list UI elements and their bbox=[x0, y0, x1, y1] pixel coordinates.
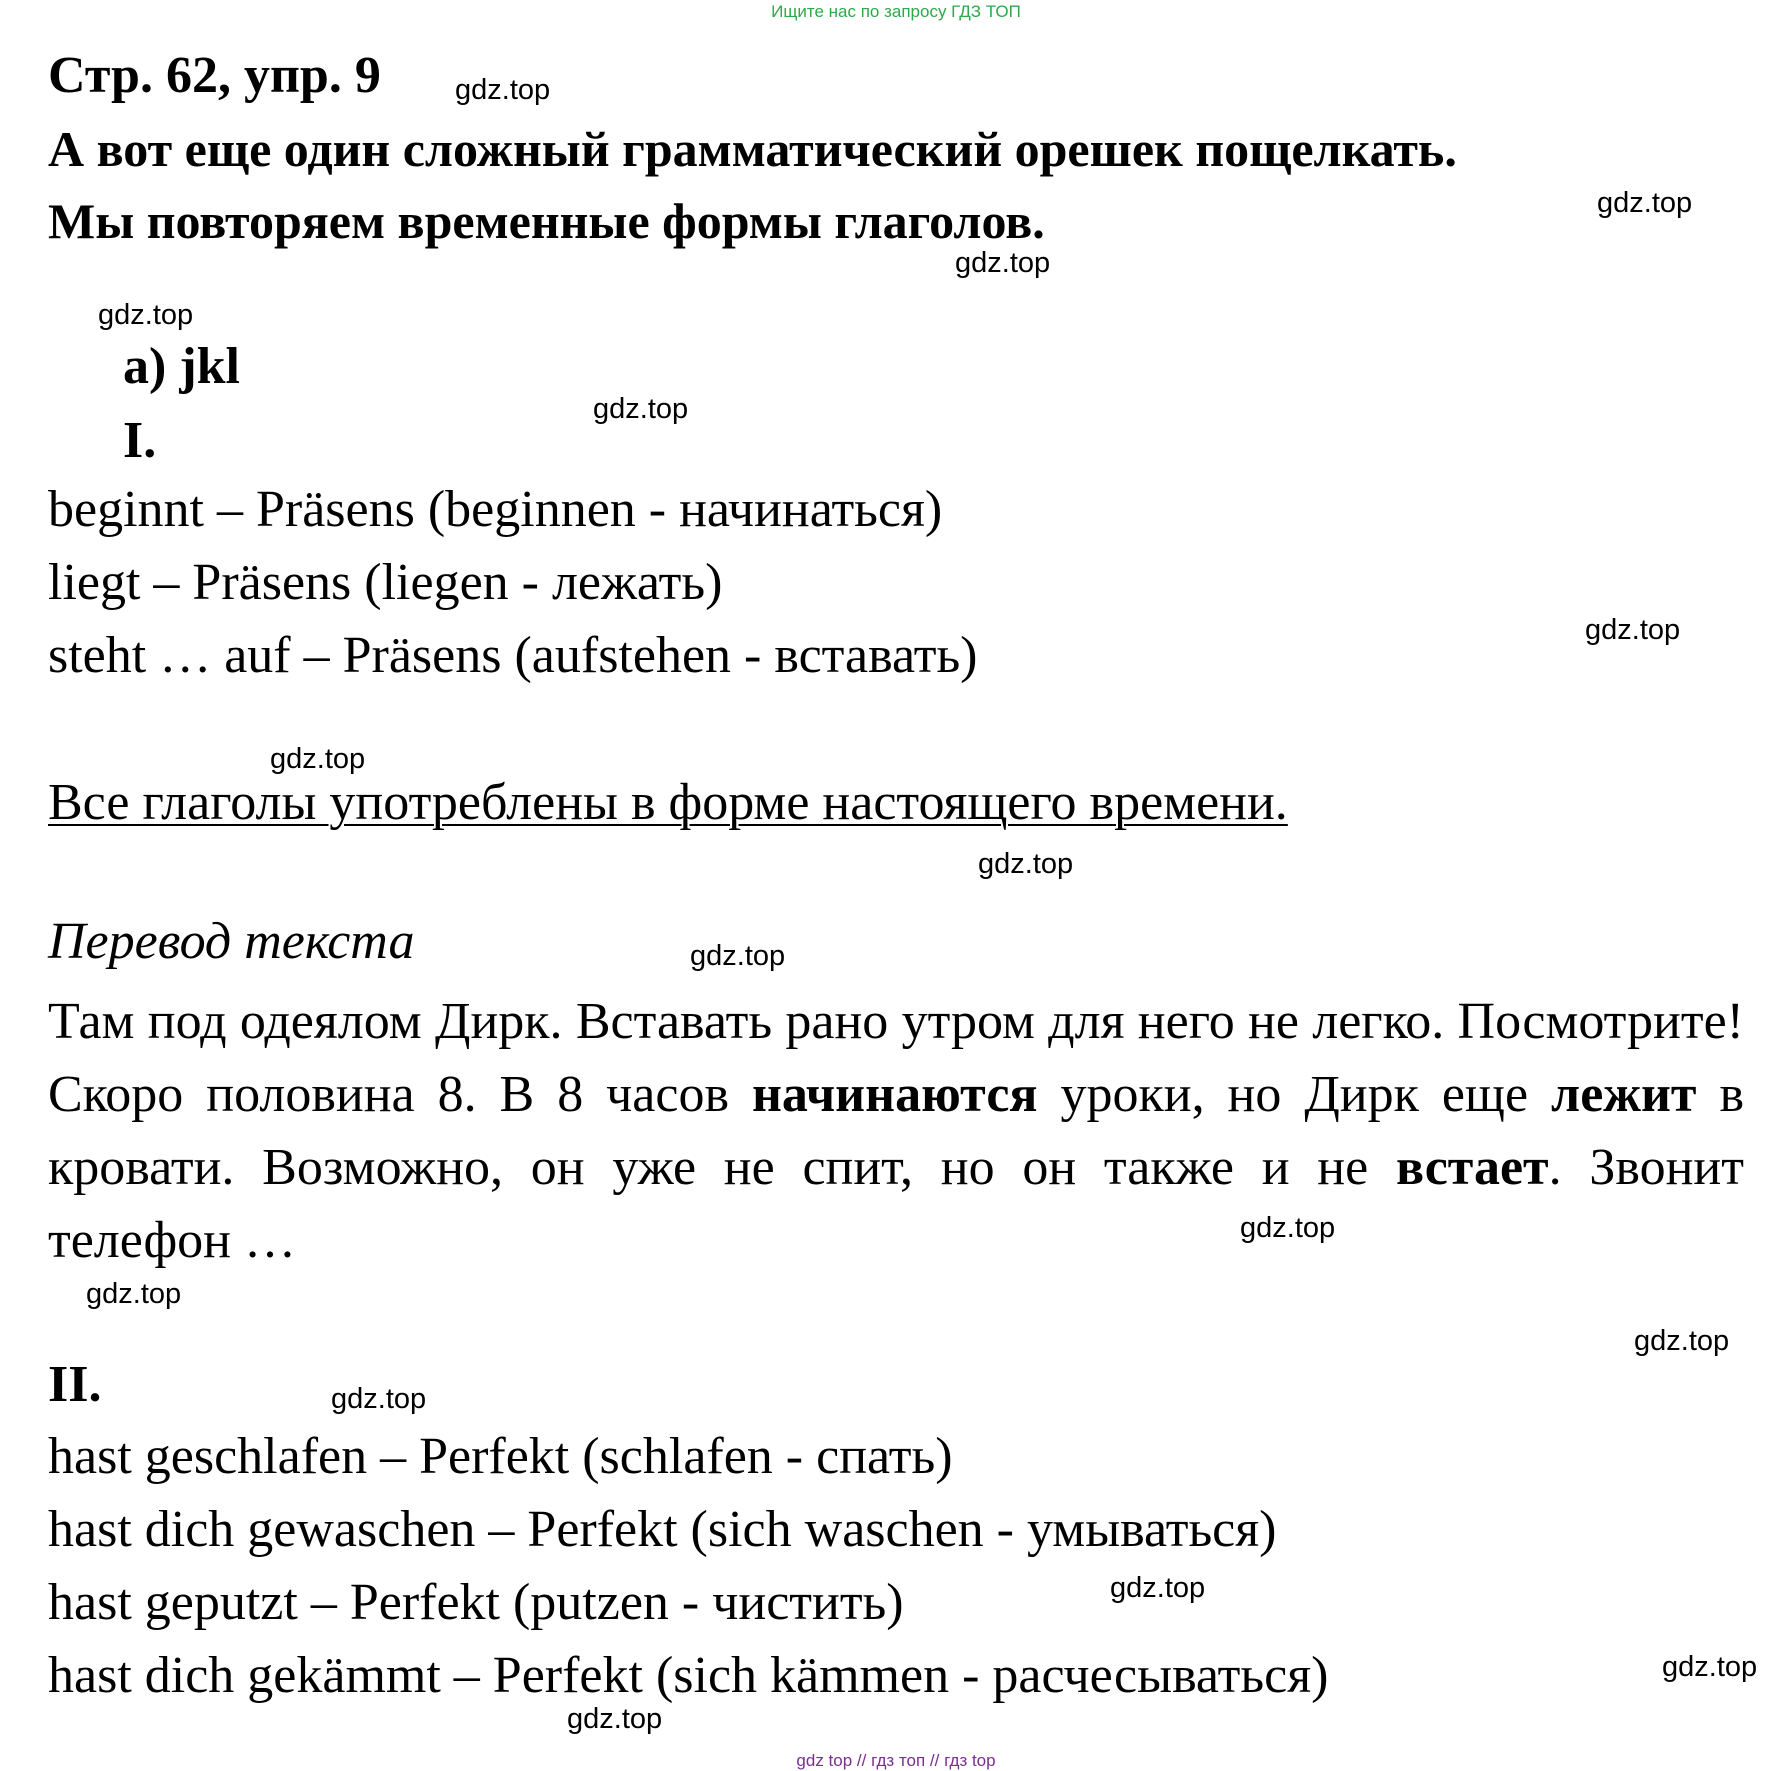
translation-text: . Звонит телефон … bbox=[48, 1139, 1744, 1269]
watermark: gdz.top bbox=[1634, 1325, 1730, 1357]
translation-bold-verb: лежит bbox=[1551, 1066, 1697, 1123]
translation-heading: Перевод текста bbox=[48, 913, 415, 970]
task-title-line-2: Мы повторяем временные формы глаголов. bbox=[48, 193, 1045, 249]
section-i-label: I. bbox=[123, 412, 157, 469]
watermark: gdz.top bbox=[567, 1703, 663, 1735]
translation-text: Там под одеялом Дирк. Вставать рано утром для него не легко. Посмотрите! Скоро половина 8. В 8 часов bbox=[48, 993, 1744, 1123]
watermark: gdz.top bbox=[955, 247, 1051, 279]
watermark: gdz.top bbox=[978, 848, 1074, 880]
exercise-heading: Стр. 62, упр. 9 bbox=[48, 47, 381, 104]
translation-text: в кровати. Возможно, он уже не спит, но он также и не bbox=[48, 1066, 1744, 1196]
verb-line: liegt – Präsens (liegen - лежать) bbox=[48, 554, 723, 611]
verb-line: hast dich gewaschen – Perfekt (sich waschen - умываться) bbox=[48, 1501, 1277, 1558]
watermark: gdz.top bbox=[1662, 1651, 1758, 1683]
watermark: gdz.top bbox=[455, 74, 551, 106]
watermark: gdz.top bbox=[1240, 1212, 1336, 1244]
watermark: gdz.top bbox=[1110, 1572, 1206, 1604]
translation-paragraph bbox=[48, 985, 1744, 1277]
verb-line: beginnt – Präsens (beginnen - начинаться) bbox=[48, 481, 943, 538]
watermark: gdz.top bbox=[1585, 614, 1681, 646]
verb-line: hast dich gekämmt – Perfekt (sich kämmen - расчесываться) bbox=[48, 1647, 1329, 1704]
translation-bold-verb: встает bbox=[1395, 1139, 1549, 1196]
translation-bold-verb: начинаются bbox=[751, 1066, 1038, 1123]
watermark: gdz.top bbox=[331, 1383, 427, 1415]
top-banner[interactable]: Ищите нас по запросу ГДЗ ТОП bbox=[771, 2, 1021, 21]
translation-text: уроки, но Дирк еще bbox=[1037, 1066, 1552, 1123]
watermark: gdz.top bbox=[270, 743, 366, 775]
section-ii-label: II. bbox=[48, 1356, 102, 1413]
watermark: gdz.top bbox=[690, 940, 786, 972]
watermark: gdz.top bbox=[593, 393, 689, 425]
verb-line: hast geschlafen – Perfekt (schlafen - спать) bbox=[48, 1428, 953, 1485]
verb-line: hast geputzt – Perfekt (putzen - чистить) bbox=[48, 1574, 904, 1631]
section-a-label: a) jkl bbox=[123, 338, 240, 395]
watermark: gdz.top bbox=[1597, 187, 1693, 219]
verb-line: steht … auf – Präsens (aufstehen - вставать) bbox=[48, 627, 978, 684]
watermark: gdz.top bbox=[86, 1278, 182, 1310]
task-title-line-1: А вот еще один сложный грамматический орешек пощелкать. bbox=[48, 121, 1457, 177]
footer-links[interactable]: gdz top // гдз топ // гдз top bbox=[796, 1751, 996, 1770]
watermark: gdz.top bbox=[98, 299, 194, 331]
conclusion-text: Все глаголы употреблены в форме настоящего времени. bbox=[48, 774, 1288, 831]
